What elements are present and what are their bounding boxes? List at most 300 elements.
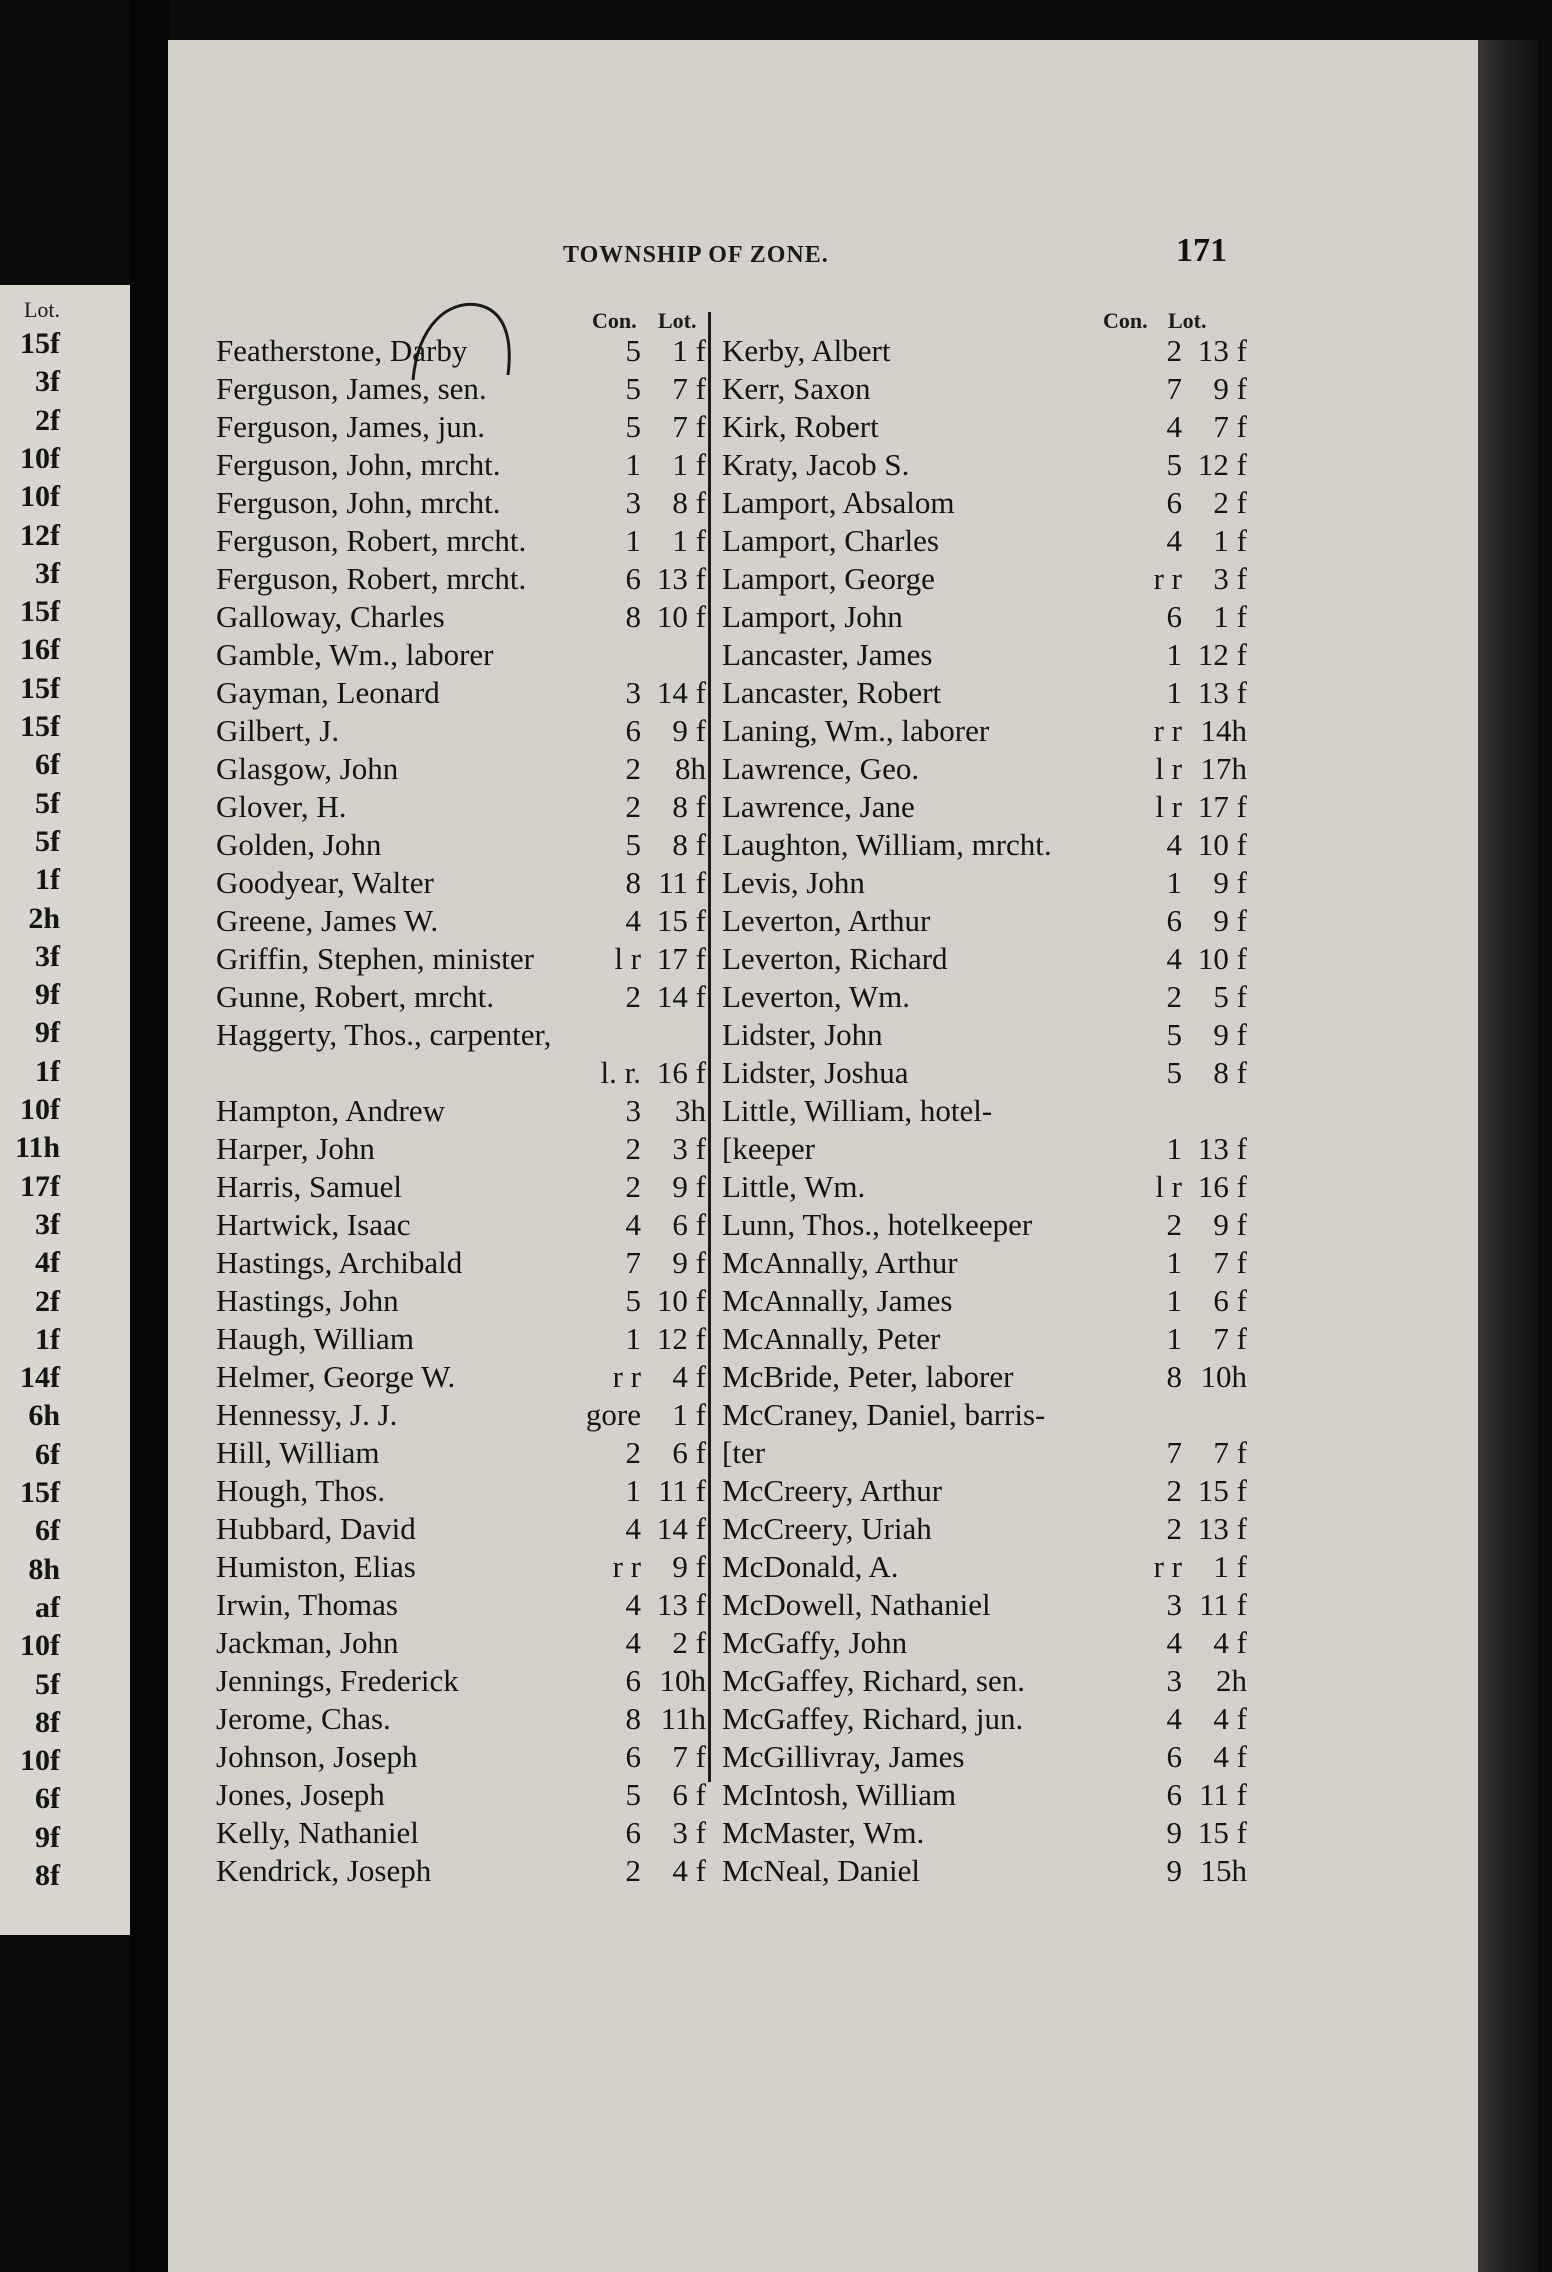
entry-lot: 9 f: [1213, 903, 1247, 938]
previous-page-lot: 1f: [35, 1054, 60, 1088]
entry-lot: 15 f: [1197, 1473, 1247, 1508]
entry-name: McCreery, Arthur: [722, 1473, 943, 1508]
entry-name: Featherstone, Darby: [216, 333, 468, 368]
entry-lot: 2 f: [672, 1625, 706, 1660]
directory-entry: [216, 1624, 736, 1662]
entry-name: Golden, John: [216, 827, 382, 862]
entry-name: Hastings, John: [216, 1283, 399, 1318]
directory-entry: [216, 1358, 736, 1396]
entry-lot: 10 f: [656, 1283, 706, 1318]
directory-entry: [216, 560, 736, 598]
entry-lot: 10 f: [1197, 827, 1247, 862]
entry-name: McGaffey, Richard, jun.: [722, 1701, 1024, 1736]
entry-con: 6: [625, 1815, 641, 1850]
directory-entry: [722, 826, 1247, 864]
directory-entry: [216, 1282, 736, 1320]
entry-name: Hastings, Archibald: [216, 1245, 463, 1280]
directory-entry: [722, 1396, 1242, 1434]
entry-con: 1: [1166, 865, 1182, 900]
directory-entry: [722, 750, 1247, 788]
directory-entry: [216, 1510, 736, 1548]
entry-con: 2: [1166, 1511, 1182, 1546]
left-lot-header: Lot.: [658, 308, 697, 333]
entry-name: Leverton, Arthur: [722, 903, 931, 938]
entry-con: l r: [614, 941, 641, 976]
entry-name: McDowell, Nathaniel: [722, 1587, 991, 1622]
previous-page-lot: 2f: [35, 1284, 60, 1318]
entry-con: r r: [1153, 713, 1182, 748]
entry-lot: 6 f: [672, 1435, 706, 1470]
previous-page-lot: 10f: [20, 441, 60, 475]
entry-con: 2: [1166, 333, 1182, 368]
entry-con: 2: [625, 979, 641, 1014]
entry-con: l r: [1155, 1169, 1182, 1204]
directory-entry: [216, 978, 736, 1016]
entry-name: Ferguson, James, sen.: [216, 371, 487, 406]
previous-page-lot: 15f: [20, 710, 60, 743]
entry-lot: 13 f: [1197, 1511, 1247, 1546]
entry-name: McCraney, Daniel, barris-: [722, 1397, 1046, 1432]
directory-entry: [722, 332, 1247, 370]
entry-con: 3: [625, 485, 641, 520]
entry-name: McAnnally, James: [722, 1283, 953, 1318]
directory-entry: [722, 1586, 1247, 1624]
directory-entry: [216, 1168, 736, 1206]
previous-page-lot: 1f: [35, 1322, 60, 1356]
entry-name: Ferguson, John, mrcht.: [216, 447, 501, 482]
entry-con: 4: [625, 903, 641, 938]
directory-entry: [216, 1814, 736, 1852]
entry-con: 4: [1166, 941, 1182, 976]
previous-page-lot: 8h: [28, 1552, 60, 1586]
previous-page-lot: 8f: [35, 1859, 60, 1892]
entry-con: 7: [1166, 371, 1182, 406]
previous-page-edge: [0, 285, 130, 1935]
previous-page-lot: 6f: [35, 1782, 60, 1816]
entry-con: l. r.: [600, 1055, 641, 1090]
entry-lot: 12 f: [656, 1321, 706, 1356]
directory-entry: [722, 1472, 1247, 1510]
directory-entry: [722, 1434, 1247, 1472]
previous-page-lot: 5f: [35, 824, 60, 858]
entry-lot: 6 f: [1213, 1283, 1247, 1318]
directory-entry: [722, 522, 1247, 560]
entry-con: 2: [625, 789, 641, 824]
directory-entry: [216, 1206, 736, 1244]
directory-entry: [722, 1320, 1247, 1358]
entry-name: Laning, Wm., laborer: [722, 713, 990, 748]
entry-name: Gilbert, J.: [216, 713, 340, 748]
entry-name: McAnnally, Arthur: [722, 1245, 958, 1280]
entry-lot: 6 f: [672, 1207, 706, 1242]
entry-name: Lidster, Joshua: [722, 1055, 909, 1090]
previous-page-lot: 2f: [35, 403, 60, 437]
entry-con: 3: [1166, 1663, 1182, 1698]
entry-lot: 13 f: [1197, 675, 1247, 710]
directory-entry: [722, 370, 1247, 408]
directory-entry: [216, 1396, 736, 1434]
previous-page-lot: 1f: [35, 863, 60, 897]
entry-lot: 7 f: [1213, 409, 1247, 444]
entry-lot: 3 f: [672, 1131, 706, 1166]
directory-entry: [722, 598, 1247, 636]
entry-name: Glasgow, John: [216, 751, 399, 786]
directory-entry: [216, 408, 736, 446]
entry-name: Goodyear, Walter: [216, 865, 434, 900]
entry-name: Lamport, George: [722, 561, 935, 596]
previous-page-lot: 16f: [20, 633, 60, 667]
directory-entry: [216, 332, 736, 370]
entry-name: Leverton, Richard: [722, 941, 948, 976]
entry-con: l r: [1155, 789, 1182, 824]
entry-name: Kirk, Robert: [722, 409, 879, 444]
entry-name: [ter: [722, 1435, 766, 1470]
previous-page-lot: 9f: [35, 1016, 60, 1050]
entry-name: Lamport, Charles: [722, 523, 939, 558]
entry-con: 3: [625, 675, 641, 710]
directory-entry: [216, 636, 736, 674]
entry-name: Hennessy, J. J.: [216, 1397, 398, 1432]
previous-page-lot: 9f: [35, 978, 60, 1012]
entry-name: Lidster, John: [722, 1017, 883, 1052]
previous-page-lot: 6f: [35, 748, 60, 782]
entry-name: Kerr, Saxon: [722, 371, 871, 406]
entry-lot: 3h: [675, 1093, 706, 1128]
entry-name: Levis, John: [722, 865, 865, 900]
entry-con: 5: [1166, 1017, 1182, 1052]
book-gutter: [130, 0, 170, 2272]
entry-con: 5: [625, 371, 641, 406]
entry-name: Hartwick, Isaac: [216, 1207, 411, 1242]
entry-con: 5: [1166, 447, 1182, 482]
entry-name: Humiston, Elias: [216, 1549, 416, 1584]
entry-lot: 14 f: [656, 979, 706, 1014]
entry-lot: 8 f: [672, 827, 706, 862]
entry-lot: 15h: [1200, 1853, 1247, 1888]
entry-name: McDonald, A.: [722, 1549, 899, 1584]
entry-name: Kerby, Albert: [722, 333, 891, 368]
entry-con: 6: [625, 713, 641, 748]
entry-con: r r: [612, 1359, 641, 1394]
directory-entry: [722, 1776, 1247, 1814]
entry-name: Lamport, John: [722, 599, 903, 634]
directory-entry: [216, 1852, 736, 1890]
directory-entry: [216, 750, 736, 788]
entry-lot: 9 f: [1213, 865, 1247, 900]
entry-lot: 7 f: [672, 1739, 706, 1774]
entry-con: 1: [1166, 637, 1182, 672]
directory-entry: [722, 484, 1247, 522]
directory-entry: [216, 1586, 736, 1624]
directory-entry: [216, 484, 736, 522]
right-con-header: Con.: [1103, 308, 1148, 333]
directory-entry: [722, 636, 1247, 674]
page-number: 171: [1176, 232, 1227, 269]
entry-lot: 11 f: [658, 865, 706, 900]
previous-page-lot: 2h: [28, 901, 60, 935]
entry-lot: 10h: [1200, 1359, 1247, 1394]
entry-name: Kelly, Nathaniel: [216, 1815, 419, 1850]
entry-name: [keeper: [722, 1131, 815, 1166]
entry-con: 1: [625, 1321, 641, 1356]
entry-lot: 12 f: [1197, 637, 1247, 672]
entry-lot: 5 f: [1213, 979, 1247, 1014]
entry-lot: 4 f: [1213, 1739, 1247, 1774]
entry-lot: 17h: [1200, 751, 1247, 786]
previous-page-lot: 3f: [35, 939, 60, 973]
entry-name: Ferguson, John, mrcht.: [216, 485, 501, 520]
entry-lot: 17 f: [1197, 789, 1247, 824]
entry-name: Little, William, hotel-: [722, 1093, 993, 1128]
directory-entry: [216, 598, 736, 636]
entry-con: 1: [1166, 675, 1182, 710]
entry-lot: 8h: [675, 751, 706, 786]
directory-entry: [216, 1434, 736, 1472]
entry-con: 6: [1166, 1739, 1182, 1774]
previous-page-lot: 15f: [20, 1476, 60, 1509]
directory-entry: [722, 1168, 1247, 1206]
entry-name: Lancaster, Robert: [722, 675, 942, 710]
entry-con: 2: [625, 1853, 641, 1888]
directory-entry: [722, 1054, 1247, 1092]
entry-lot: 1 f: [1213, 523, 1247, 558]
directory-entry: [216, 1662, 736, 1700]
entry-lot: 10 f: [1197, 941, 1247, 976]
directory-entry: [216, 1016, 736, 1054]
directory-entry: [722, 1244, 1247, 1282]
entry-con: 5: [625, 1283, 641, 1318]
entry-lot: 9 f: [672, 713, 706, 748]
entry-con: 5: [625, 827, 641, 862]
previous-page-lot: 3f: [35, 1207, 60, 1241]
entry-con: 1: [1166, 1131, 1182, 1166]
directory-entry: [722, 1092, 1242, 1130]
entry-con: 8: [1166, 1359, 1182, 1394]
directory-entry: [216, 864, 736, 902]
right-lot-header: Lot.: [1168, 308, 1207, 333]
entry-lot: 11 f: [658, 1473, 706, 1508]
entry-name: Galloway, Charles: [216, 599, 445, 634]
previous-page-lot: 9f: [35, 1820, 60, 1854]
entry-con: 2: [625, 1131, 641, 1166]
directory-entry: [722, 1282, 1247, 1320]
entry-name: Ferguson, Robert, mrcht.: [216, 561, 527, 596]
entry-name: Kendrick, Joseph: [216, 1853, 432, 1888]
entry-name: Ferguson, James, jun.: [216, 409, 485, 444]
previous-page-lot: 11h: [14, 1131, 60, 1165]
directory-entry: [216, 826, 736, 864]
entry-lot: 11 f: [1199, 1777, 1247, 1812]
directory-entry: [216, 902, 736, 940]
entry-name: Jennings, Frederick: [216, 1663, 459, 1698]
entry-con: 1: [1166, 1245, 1182, 1280]
directory-entry: [216, 1244, 736, 1282]
entry-con: 6: [1166, 485, 1182, 520]
entry-lot: 1 f: [1213, 599, 1247, 634]
entry-con: l r: [1155, 751, 1182, 786]
entry-con: 1: [1166, 1283, 1182, 1318]
entry-lot: 16 f: [1197, 1169, 1247, 1204]
entry-name: Irwin, Thomas: [216, 1587, 398, 1622]
running-head: TOWNSHIP OF ZONE.: [563, 242, 829, 268]
previous-page-lot: af: [35, 1590, 60, 1624]
entry-lot: 4 f: [1213, 1625, 1247, 1660]
entry-con: 4: [625, 1587, 641, 1622]
entry-name: Jackman, John: [216, 1625, 399, 1660]
directory-entry: [722, 674, 1247, 712]
entry-con: r r: [612, 1549, 641, 1584]
entry-name: Harper, John: [216, 1131, 375, 1166]
entry-lot: 13 f: [656, 1587, 706, 1622]
entry-lot: 1 f: [672, 523, 706, 558]
entry-name: Haggerty, Thos., carpenter,: [216, 1017, 552, 1052]
entry-con: 2: [1166, 1473, 1182, 1508]
directory-entry: [722, 1624, 1247, 1662]
entry-lot: 14h: [1200, 713, 1247, 748]
entry-name: Hill, William: [216, 1435, 380, 1470]
entry-con: 4: [1166, 827, 1182, 862]
directory-entry: [722, 1662, 1247, 1700]
directory-entry: [216, 1700, 736, 1738]
entry-lot: 9 f: [1213, 1207, 1247, 1242]
entry-lot: 10h: [659, 1663, 706, 1698]
entry-name: Lancaster, James: [722, 637, 933, 672]
entry-lot: 1 f: [672, 1397, 706, 1432]
entry-con: 4: [1166, 1701, 1182, 1736]
entry-con: gore: [585, 1397, 641, 1432]
entry-lot: 1 f: [672, 447, 706, 482]
entry-con: 1: [1166, 1321, 1182, 1356]
directory-entry: [722, 1510, 1247, 1548]
entry-name: Laughton, William, mrcht.: [722, 827, 1052, 862]
previous-page-lot: 6f: [35, 1514, 60, 1548]
entry-lot: 7 f: [672, 409, 706, 444]
entry-con: 4: [1166, 523, 1182, 558]
entry-name: Haugh, William: [216, 1321, 414, 1356]
previous-page-lot: 15f: [20, 595, 60, 629]
entry-con: r r: [1153, 1549, 1182, 1584]
directory-entry: [722, 788, 1247, 826]
entry-con: 8: [625, 1701, 641, 1736]
entry-con: 8: [625, 599, 641, 634]
directory-entry: [216, 1054, 736, 1092]
directory-page: [168, 40, 1478, 2272]
previous-page-lot: 10f: [20, 480, 60, 514]
previous-page-lot: 4f: [35, 1246, 60, 1280]
previous-page-lot: 5f: [35, 786, 60, 820]
entry-name: McGaffey, Richard, sen.: [722, 1663, 1026, 1698]
entry-lot: 8 f: [672, 789, 706, 824]
directory-entry: [216, 522, 736, 560]
entry-name: Gayman, Leonard: [216, 675, 440, 710]
directory-entry: [722, 1852, 1247, 1890]
directory-entry: [722, 1548, 1247, 1586]
entry-name: McGillivray, James: [722, 1739, 965, 1774]
entry-lot: 9 f: [672, 1169, 706, 1204]
entry-name: Greene, James W.: [216, 903, 439, 938]
entry-con: 6: [1166, 1777, 1182, 1812]
entry-con: 6: [625, 561, 641, 596]
entry-lot: 13 f: [1197, 1131, 1247, 1166]
directory-entry: [216, 1092, 736, 1130]
previous-page-lot: 6f: [35, 1437, 60, 1471]
entry-name: Jerome, Chas.: [216, 1701, 391, 1736]
entry-lot: 7 f: [1213, 1435, 1247, 1470]
entry-lot: 16 f: [656, 1055, 706, 1090]
previous-page-lot: 14f: [20, 1361, 60, 1395]
previous-page-lot: 6h: [28, 1399, 60, 1433]
directory-entry: [722, 408, 1247, 446]
entry-con: 4: [625, 1207, 641, 1242]
entry-name: Gunne, Robert, mrcht.: [216, 979, 495, 1014]
entry-lot: 3 f: [1213, 561, 1247, 596]
directory-entry: [216, 1320, 736, 1358]
entry-con: 1: [625, 1473, 641, 1508]
entry-lot: 6 f: [672, 1777, 706, 1812]
entry-name: Lamport, Absalom: [722, 485, 955, 520]
previous-page-lot: 12f: [20, 518, 60, 552]
right-entry-column: [722, 332, 1247, 1890]
entry-name: Harris, Samuel: [216, 1169, 402, 1204]
directory-entry: [722, 1016, 1247, 1054]
entry-lot: 4 f: [1213, 1701, 1247, 1736]
entry-lot: 14 f: [656, 675, 706, 710]
entry-con: 4: [625, 1625, 641, 1660]
previous-page-lot: 15f: [20, 671, 60, 705]
entry-con: 3: [1166, 1587, 1182, 1622]
entry-lot: 8 f: [1213, 1055, 1247, 1090]
entry-lot: 1 f: [1213, 1549, 1247, 1584]
directory-entry: [722, 940, 1247, 978]
entry-con: 2: [1166, 1207, 1182, 1242]
directory-entry: [216, 712, 736, 750]
directory-entry: [722, 446, 1247, 484]
entry-con: 4: [1166, 1625, 1182, 1660]
entry-con: 2: [625, 751, 641, 786]
entry-con: 6: [625, 1739, 641, 1774]
directory-entry: [216, 1738, 736, 1776]
previous-page-lot: 3f: [35, 556, 60, 590]
page-edge-shadow: [1478, 40, 1538, 2272]
entry-name: Leverton, Wm.: [722, 979, 910, 1014]
entry-con: 7: [1166, 1435, 1182, 1470]
entry-name: McBride, Peter, laborer: [722, 1359, 1014, 1394]
entry-con: 2: [625, 1169, 641, 1204]
previous-page-lot: 10f: [20, 1744, 60, 1778]
directory-entry: [722, 1358, 1247, 1396]
directory-entry: [722, 978, 1247, 1016]
directory-entry: [722, 1738, 1247, 1776]
previous-page-lot: 10f: [20, 1629, 60, 1663]
previous-page-lot: 15f: [20, 327, 60, 360]
entry-lot: 2h: [1216, 1663, 1247, 1698]
previous-page-lot: 8f: [35, 1705, 60, 1739]
previous-page-lot: 10f: [20, 1093, 60, 1126]
directory-entry: [216, 1130, 736, 1168]
entry-name: McIntosh, William: [722, 1777, 957, 1812]
entry-name: Lunn, Thos., hotelkeeper: [722, 1207, 1033, 1242]
entry-lot: 12 f: [1197, 447, 1247, 482]
entry-name: Lawrence, Geo.: [722, 751, 920, 786]
left-con-header: Con.: [592, 308, 637, 333]
directory-entry: [722, 902, 1247, 940]
entry-con: 1: [625, 523, 641, 558]
directory-entry: [722, 1700, 1247, 1738]
directory-entry: [722, 1206, 1247, 1244]
directory-entry: [722, 1130, 1247, 1168]
previous-page-lot: 3f: [35, 365, 60, 399]
entry-name: Ferguson, Robert, mrcht.: [216, 523, 527, 558]
